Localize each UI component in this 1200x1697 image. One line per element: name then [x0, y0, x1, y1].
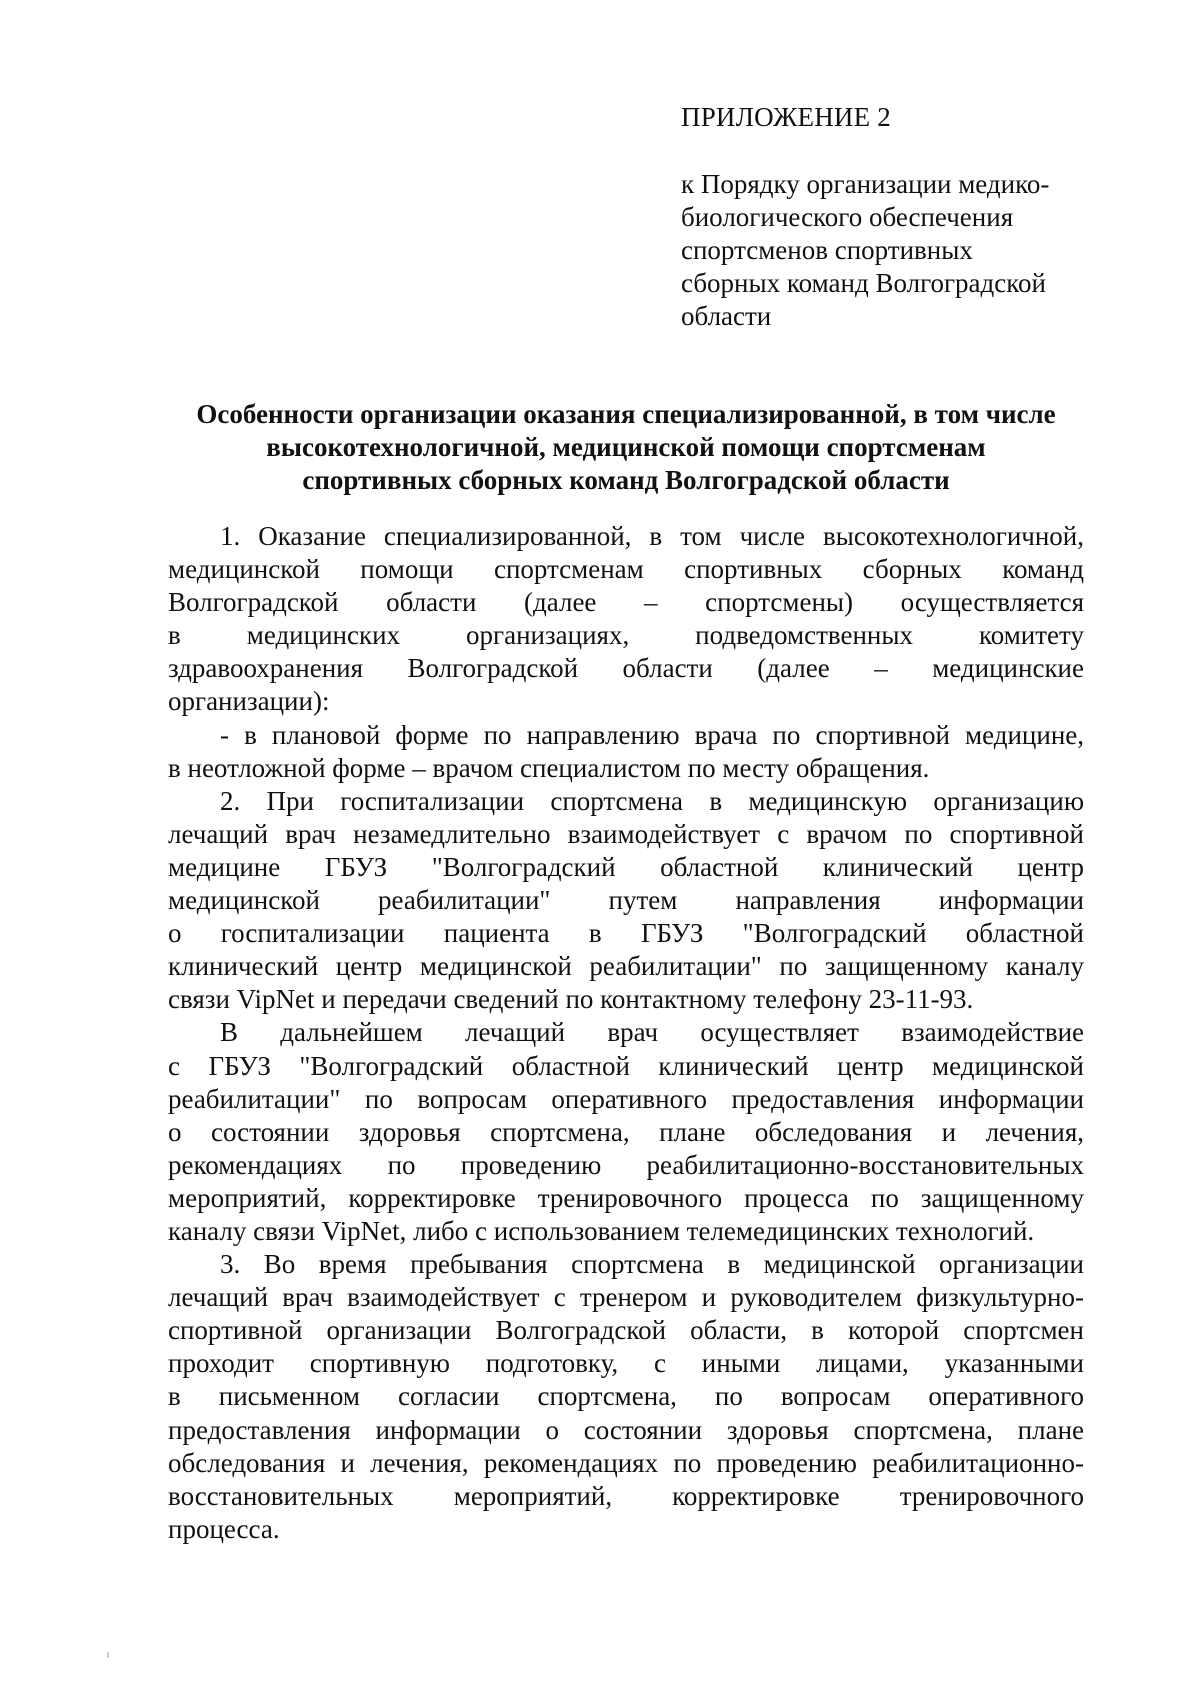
- appendix-subtitle-line: биологического обеспечения: [681, 202, 1014, 232]
- body-line: с ГБУЗ "Волгоградский областной клинический центр медицинской: [168, 1050, 1084, 1081]
- body-line: Волгоградской области (далее – спортсмены) осуществляется: [168, 587, 1084, 618]
- body-line: обследования и лечения, рекомендациях по проведению реабилитационно-: [168, 1447, 1084, 1478]
- document-title-line: высокотехнологичной, медицинской помощи спортсменам: [266, 432, 986, 462]
- body-line: клинический центр медицинской реабилитации" по защищенному каналу: [168, 951, 1084, 982]
- document-title: [168, 398, 1084, 497]
- body-line: медицинской помощи спортсменам спортивных сборных команд: [168, 554, 1084, 585]
- body-line: в медицинских организациях, подведомственных комитету: [168, 620, 1084, 651]
- body-line: в неотложной форме – врачом специалистом по месту обращения.: [168, 752, 930, 783]
- appendix-title: ПРИЛОЖЕНИЕ 2: [681, 102, 891, 132]
- body-line: здравоохранения Волгоградской области (далее – медицинские: [168, 653, 1084, 684]
- body-line: 2. При госпитализации спортсмена в медицинскую организацию: [220, 785, 1084, 816]
- document-title-line: спортивных сборных команд Волгоградской области: [302, 465, 950, 495]
- body-line: связи VipNet и передачи сведений по контактному телефону 23-11-93.: [168, 984, 974, 1015]
- body-line: медицине ГБУЗ "Волгоградский областной клинический центр: [168, 851, 1084, 882]
- body-line: 3. Во время пребывания спортсмена в медицинской организации: [220, 1249, 1084, 1280]
- body-line: - в плановой форме по направлению врача по спортивной медицине,: [220, 719, 1084, 750]
- document-body: [168, 520, 1084, 1546]
- body-line: в письменном согласии спортсмена, по вопросам оперативного: [168, 1381, 1084, 1412]
- body-line: спортивной организации Волгоградской области, в которой спортсмен: [168, 1315, 1084, 1346]
- scan-speck: [107, 1652, 109, 1658]
- body-line: рекомендациях по проведению реабилитационно-восстановительных: [168, 1149, 1084, 1180]
- body-line: 1. Оказание специализированной, в том числе высокотехнологичной,: [220, 521, 1084, 551]
- body-line: реабилитации" по вопросам оперативного предоставления информации: [168, 1083, 1084, 1114]
- body-line: лечащий врач незамедлительно взаимодействует с врачом по спортивной: [168, 818, 1084, 849]
- appendix-subtitle-line: спортсменов спортивных: [681, 235, 973, 265]
- document-title-line: Особенности организации оказания специализированной, в том числе: [196, 399, 1056, 429]
- appendix-subtitle: [681, 168, 1101, 333]
- body-line: предоставления информации о состоянии здоровья спортсмена, плане: [168, 1414, 1084, 1445]
- body-line: процесса.: [168, 1513, 280, 1544]
- body-line: восстановительных мероприятий, корректировке тренировочного: [168, 1480, 1084, 1511]
- body-line: каналу связи VipNet, либо с использованием телемедицинских технологий.: [168, 1215, 1035, 1246]
- appendix-header: [681, 100, 1101, 333]
- body-line: организации):: [168, 686, 330, 717]
- body-line: проходит спортивную подготовку, с иными лицами, указанными: [168, 1348, 1084, 1379]
- body-line: лечащий врач взаимодействует с тренером и руководителем физкультурно-: [168, 1282, 1084, 1313]
- body-line: о состоянии здоровья спортсмена, плане обследования и лечения,: [168, 1116, 1084, 1147]
- appendix-subtitle-line: сборных команд Волгоградской: [681, 268, 1046, 298]
- body-line: В дальнейшем лечащий врач осуществляет взаимодействие: [220, 1017, 1084, 1048]
- body-line: мероприятий, корректировке тренировочного процесса по защищенному: [168, 1182, 1084, 1213]
- appendix-subtitle-line: области: [681, 301, 772, 331]
- body-line: о госпитализации пациента в ГБУЗ "Волгоградский областной: [168, 918, 1084, 949]
- body-line: медицинской реабилитации" путем направления информации: [168, 885, 1084, 916]
- appendix-subtitle-line: к Порядку организации медико-: [681, 169, 1050, 199]
